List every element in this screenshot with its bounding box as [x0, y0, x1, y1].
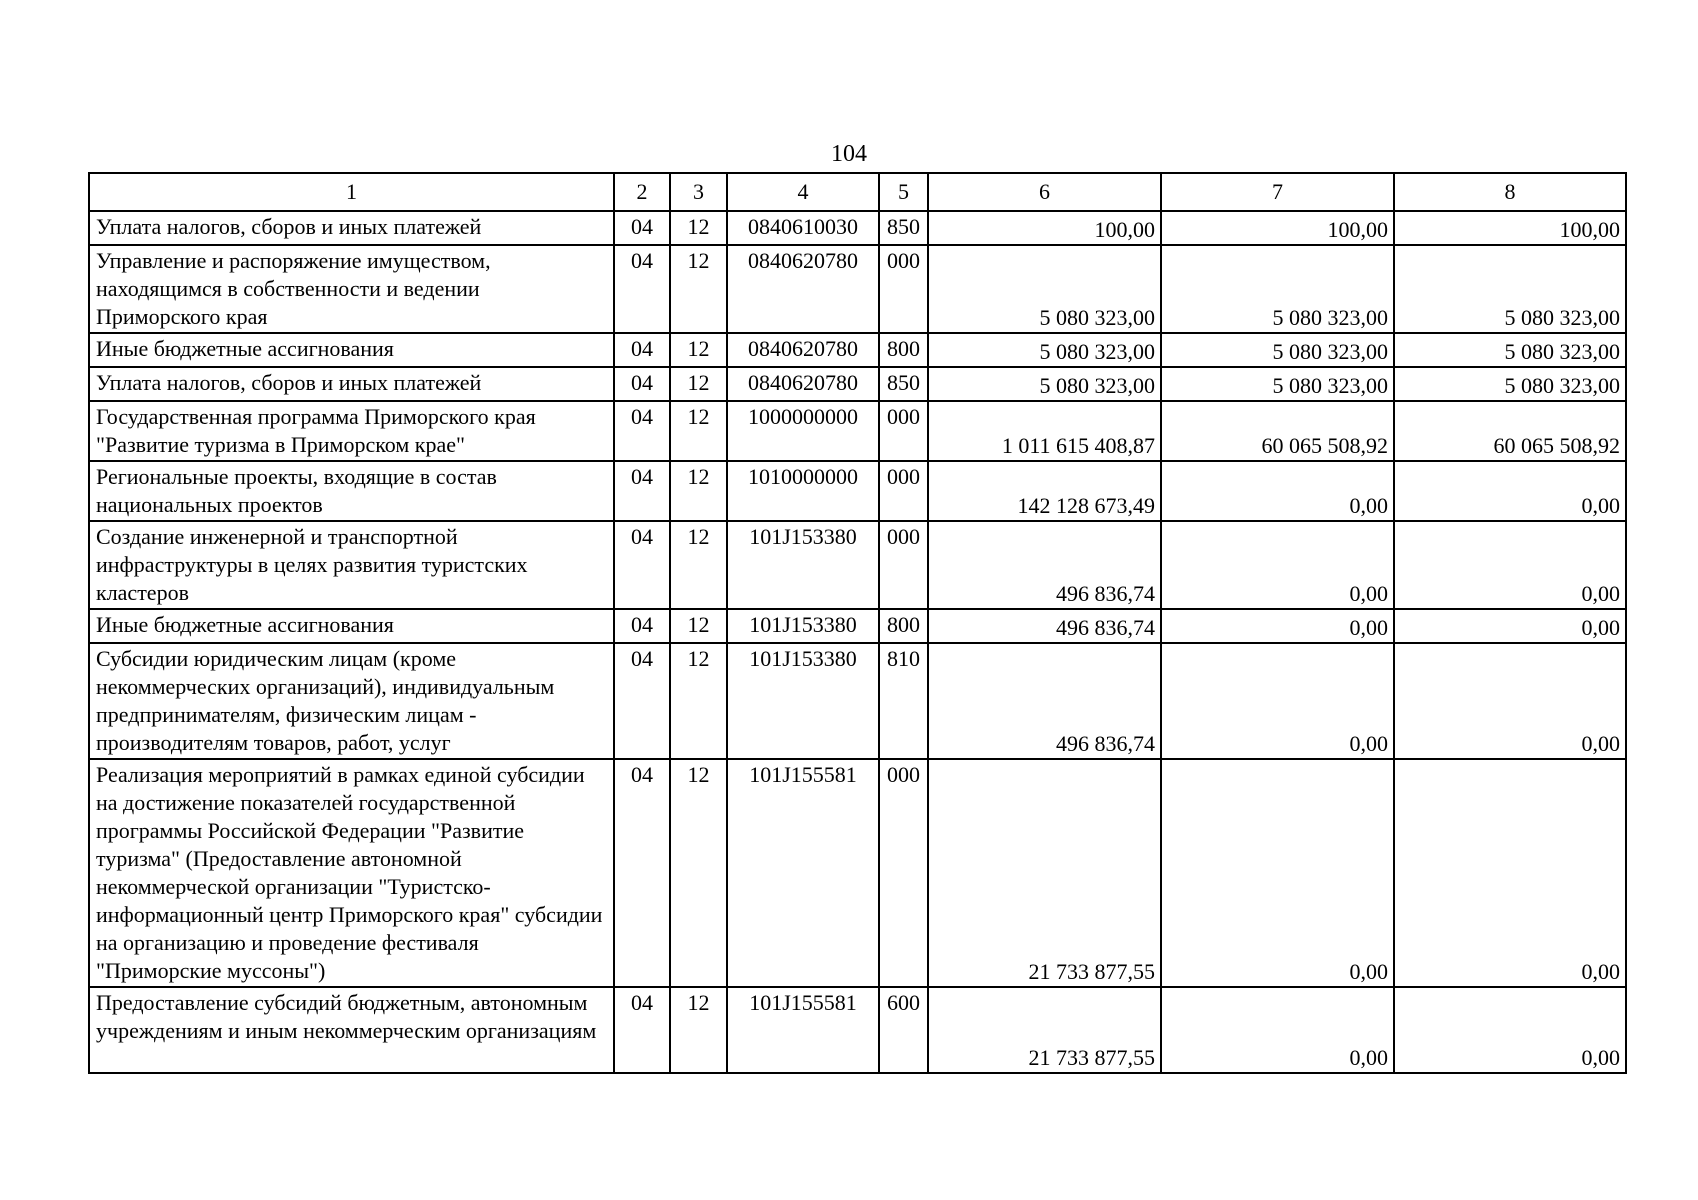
column-header: 2 — [614, 173, 670, 211]
row-amount-col6-cell: 5 080 323,00 — [928, 367, 1161, 401]
row-section-cell: 04 — [614, 245, 670, 333]
page-number: 104 — [831, 141, 867, 167]
row-expense-type-cell: 000 — [879, 759, 928, 987]
table-row — [89, 211, 1626, 245]
row-amount-col8-cell: 5 080 323,00 — [1394, 367, 1626, 401]
column-header: 3 — [670, 173, 727, 211]
row-subsection-cell: 12 — [670, 367, 727, 401]
row-name-cell: Уплата налогов, сборов и иных платежей — [89, 211, 614, 245]
row-target-article-cell: 0840620780 — [727, 367, 879, 401]
row-amount-col6-cell: 21 733 877,55 — [928, 759, 1161, 987]
row-amount-col7-cell: 0,00 — [1161, 759, 1394, 987]
row-section-cell: 04 — [614, 759, 670, 987]
table-row — [89, 461, 1626, 521]
column-number-row — [89, 173, 1626, 211]
row-section-cell: 04 — [614, 461, 670, 521]
row-amount-col6-cell: 5 080 323,00 — [928, 333, 1161, 367]
row-name-cell: Предоставление субсидий бюджетным, автономным учреждениям и иным некоммерческим организациям — [89, 987, 614, 1073]
row-target-article-cell: 1010000000 — [727, 461, 879, 521]
row-amount-col7-cell: 5 080 323,00 — [1161, 333, 1394, 367]
row-amount-col8-cell: 0,00 — [1394, 643, 1626, 759]
column-header: 6 — [928, 173, 1161, 211]
row-amount-col8-cell: 60 065 508,92 — [1394, 401, 1626, 461]
row-section-cell: 04 — [614, 401, 670, 461]
row-target-article-cell: 0840610030 — [727, 211, 879, 245]
budget-table — [88, 172, 1627, 1074]
row-amount-col7-cell: 0,00 — [1161, 609, 1394, 643]
column-header: 7 — [1161, 173, 1394, 211]
row-amount-col6-cell: 100,00 — [928, 211, 1161, 245]
table-row — [89, 245, 1626, 333]
row-amount-col8-cell: 5 080 323,00 — [1394, 333, 1626, 367]
row-subsection-cell: 12 — [670, 461, 727, 521]
row-expense-type-cell: 800 — [879, 333, 928, 367]
table-row — [89, 333, 1626, 367]
row-amount-col7-cell: 100,00 — [1161, 211, 1394, 245]
row-name-cell: Создание инженерной и транспортной инфраструктуры в целях развития туристских кластеров — [89, 521, 614, 609]
row-section-cell: 04 — [614, 367, 670, 401]
row-section-cell: 04 — [614, 987, 670, 1073]
row-target-article-cell: 1000000000 — [727, 401, 879, 461]
row-amount-col7-cell: 0,00 — [1161, 461, 1394, 521]
row-subsection-cell: 12 — [670, 759, 727, 987]
row-amount-col8-cell: 5 080 323,00 — [1394, 245, 1626, 333]
row-subsection-cell: 12 — [670, 643, 727, 759]
row-amount-col7-cell: 5 080 323,00 — [1161, 245, 1394, 333]
row-expense-type-cell: 000 — [879, 521, 928, 609]
row-target-article-cell: 101J155581 — [727, 759, 879, 987]
row-amount-col6-cell: 1 011 615 408,87 — [928, 401, 1161, 461]
row-amount-col8-cell: 0,00 — [1394, 461, 1626, 521]
row-target-article-cell: 101J153380 — [727, 521, 879, 609]
column-header: 8 — [1394, 173, 1626, 211]
row-section-cell: 04 — [614, 643, 670, 759]
row-amount-col7-cell: 0,00 — [1161, 643, 1394, 759]
row-section-cell: 04 — [614, 333, 670, 367]
row-expense-type-cell: 800 — [879, 609, 928, 643]
table-row — [89, 521, 1626, 609]
table-row — [89, 987, 1626, 1073]
row-amount-col6-cell: 496 836,74 — [928, 643, 1161, 759]
row-name-cell: Субсидии юридическим лицам (кроме некоммерческих организаций), индивидуальным предпринимателям, физическим лицам - производителям товаров, работ, услуг — [89, 643, 614, 759]
row-amount-col6-cell: 142 128 673,49 — [928, 461, 1161, 521]
row-amount-col7-cell: 0,00 — [1161, 521, 1394, 609]
row-target-article-cell: 101J155581 — [727, 987, 879, 1073]
row-amount-col8-cell: 0,00 — [1394, 987, 1626, 1073]
row-target-article-cell: 0840620780 — [727, 333, 879, 367]
row-target-article-cell: 101J153380 — [727, 643, 879, 759]
row-section-cell: 04 — [614, 521, 670, 609]
row-subsection-cell: 12 — [670, 333, 727, 367]
row-amount-col8-cell: 0,00 — [1394, 759, 1626, 987]
row-target-article-cell: 0840620780 — [727, 245, 879, 333]
row-expense-type-cell: 850 — [879, 211, 928, 245]
column-header: 1 — [89, 173, 614, 211]
row-expense-type-cell: 850 — [879, 367, 928, 401]
row-amount-col6-cell: 5 080 323,00 — [928, 245, 1161, 333]
row-amount-col8-cell: 0,00 — [1394, 521, 1626, 609]
row-name-cell: Иные бюджетные ассигнования — [89, 609, 614, 643]
row-expense-type-cell: 600 — [879, 987, 928, 1073]
table-row — [89, 401, 1626, 461]
row-subsection-cell: 12 — [670, 521, 727, 609]
row-amount-col7-cell: 60 065 508,92 — [1161, 401, 1394, 461]
row-section-cell: 04 — [614, 211, 670, 245]
table-body — [89, 211, 1626, 1073]
column-header: 4 — [727, 173, 879, 211]
row-name-cell: Иные бюджетные ассигнования — [89, 333, 614, 367]
row-amount-col6-cell: 496 836,74 — [928, 521, 1161, 609]
row-target-article-cell: 101J153380 — [727, 609, 879, 643]
row-subsection-cell: 12 — [670, 401, 727, 461]
row-section-cell: 04 — [614, 609, 670, 643]
row-expense-type-cell: 000 — [879, 245, 928, 333]
row-subsection-cell: 12 — [670, 609, 727, 643]
row-name-cell: Региональные проекты, входящие в состав национальных проектов — [89, 461, 614, 521]
table-row — [89, 367, 1626, 401]
table-row — [89, 643, 1626, 759]
row-subsection-cell: 12 — [670, 987, 727, 1073]
row-name-cell: Управление и распоряжение имуществом, находящимся в собственности и ведении Приморского края — [89, 245, 614, 333]
row-name-cell: Уплата налогов, сборов и иных платежей — [89, 367, 614, 401]
column-header: 5 — [879, 173, 928, 211]
row-name-cell: Государственная программа Приморского края "Развитие туризма в Приморском крае" — [89, 401, 614, 461]
row-amount-col6-cell: 21 733 877,55 — [928, 987, 1161, 1073]
row-amount-col8-cell: 0,00 — [1394, 609, 1626, 643]
row-expense-type-cell: 000 — [879, 401, 928, 461]
row-amount-col7-cell: 0,00 — [1161, 987, 1394, 1073]
row-subsection-cell: 12 — [670, 245, 727, 333]
row-amount-col8-cell: 100,00 — [1394, 211, 1626, 245]
row-name-cell: Реализация мероприятий в рамках единой субсидии на достижение показателей государственной программы Российской Федерации "Развитие туризма" (Предоставление автономной некоммерческой организации "Туристско-информационный центр Приморского края" субсидии на организацию и проведение фестиваля "Приморские муссоны") — [89, 759, 614, 987]
row-expense-type-cell: 810 — [879, 643, 928, 759]
row-expense-type-cell: 000 — [879, 461, 928, 521]
table-row — [89, 759, 1626, 987]
row-subsection-cell: 12 — [670, 211, 727, 245]
row-amount-col6-cell: 496 836,74 — [928, 609, 1161, 643]
row-amount-col7-cell: 5 080 323,00 — [1161, 367, 1394, 401]
table-row — [89, 609, 1626, 643]
